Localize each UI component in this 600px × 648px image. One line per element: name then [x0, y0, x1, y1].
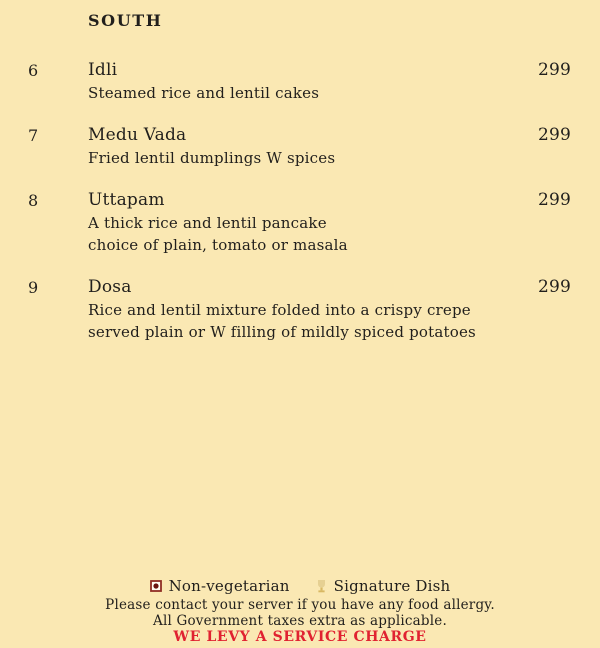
- non-veg-dot: [153, 583, 158, 588]
- item-details: [88, 276, 490, 343]
- item-description-line: A thick rice and lentil pancake: [88, 214, 327, 232]
- trophy-cup: [318, 580, 325, 588]
- trophy-stem: [320, 588, 322, 591]
- item-description-line: Steamed rice and lentil cakes: [88, 84, 320, 102]
- item-price: 299: [537, 190, 571, 210]
- legend: [0, 577, 600, 595]
- item-details: [88, 189, 490, 256]
- item-number: 9: [28, 278, 39, 297]
- item-number: 7: [28, 126, 39, 145]
- service-charge-note: WE LEVY A SERVICE CHARGE: [173, 629, 427, 645]
- allergy-note: Please contact your server if you have any food allergy.: [105, 597, 495, 613]
- tax-note: All Government taxes extra as applicable.: [153, 612, 447, 629]
- item-details: [88, 124, 490, 169]
- item-details: [88, 59, 490, 104]
- item-description-line: choice of plain, tomato or masala: [88, 236, 348, 254]
- signature-dish-label: Signature Dish: [333, 577, 451, 595]
- item-name: Dosa: [88, 277, 132, 297]
- item-price: 299: [537, 60, 571, 80]
- item-name: Medu Vada: [88, 125, 187, 145]
- menu-item: [0, 189, 600, 256]
- item-name: Idli: [88, 60, 118, 80]
- item-description-line: Fried lentil dumplings W spices: [88, 149, 336, 167]
- non-vegetarian-icon: [150, 580, 162, 592]
- non-vegetarian-label: Non-vegetarian: [168, 577, 290, 595]
- signature-dish-icon: [316, 579, 327, 593]
- trophy-base: [318, 590, 324, 592]
- item-name: Uttapam: [88, 190, 165, 210]
- menu-item: [0, 59, 600, 104]
- item-price: 299: [537, 277, 571, 297]
- menu-item: [0, 124, 600, 169]
- menu-footer: [0, 577, 600, 645]
- menu-item: [0, 276, 600, 343]
- item-number: 6: [28, 61, 39, 80]
- item-description-line: Rice and lentil mixture folded into a crispy crepe: [88, 301, 471, 319]
- menu-list: [0, 59, 600, 343]
- item-number: 8: [28, 191, 39, 210]
- item-price: 299: [537, 125, 571, 145]
- section-title: SOUTH: [88, 11, 163, 30]
- item-description-line: served plain or W filling of mildly spiced potatoes: [88, 323, 476, 341]
